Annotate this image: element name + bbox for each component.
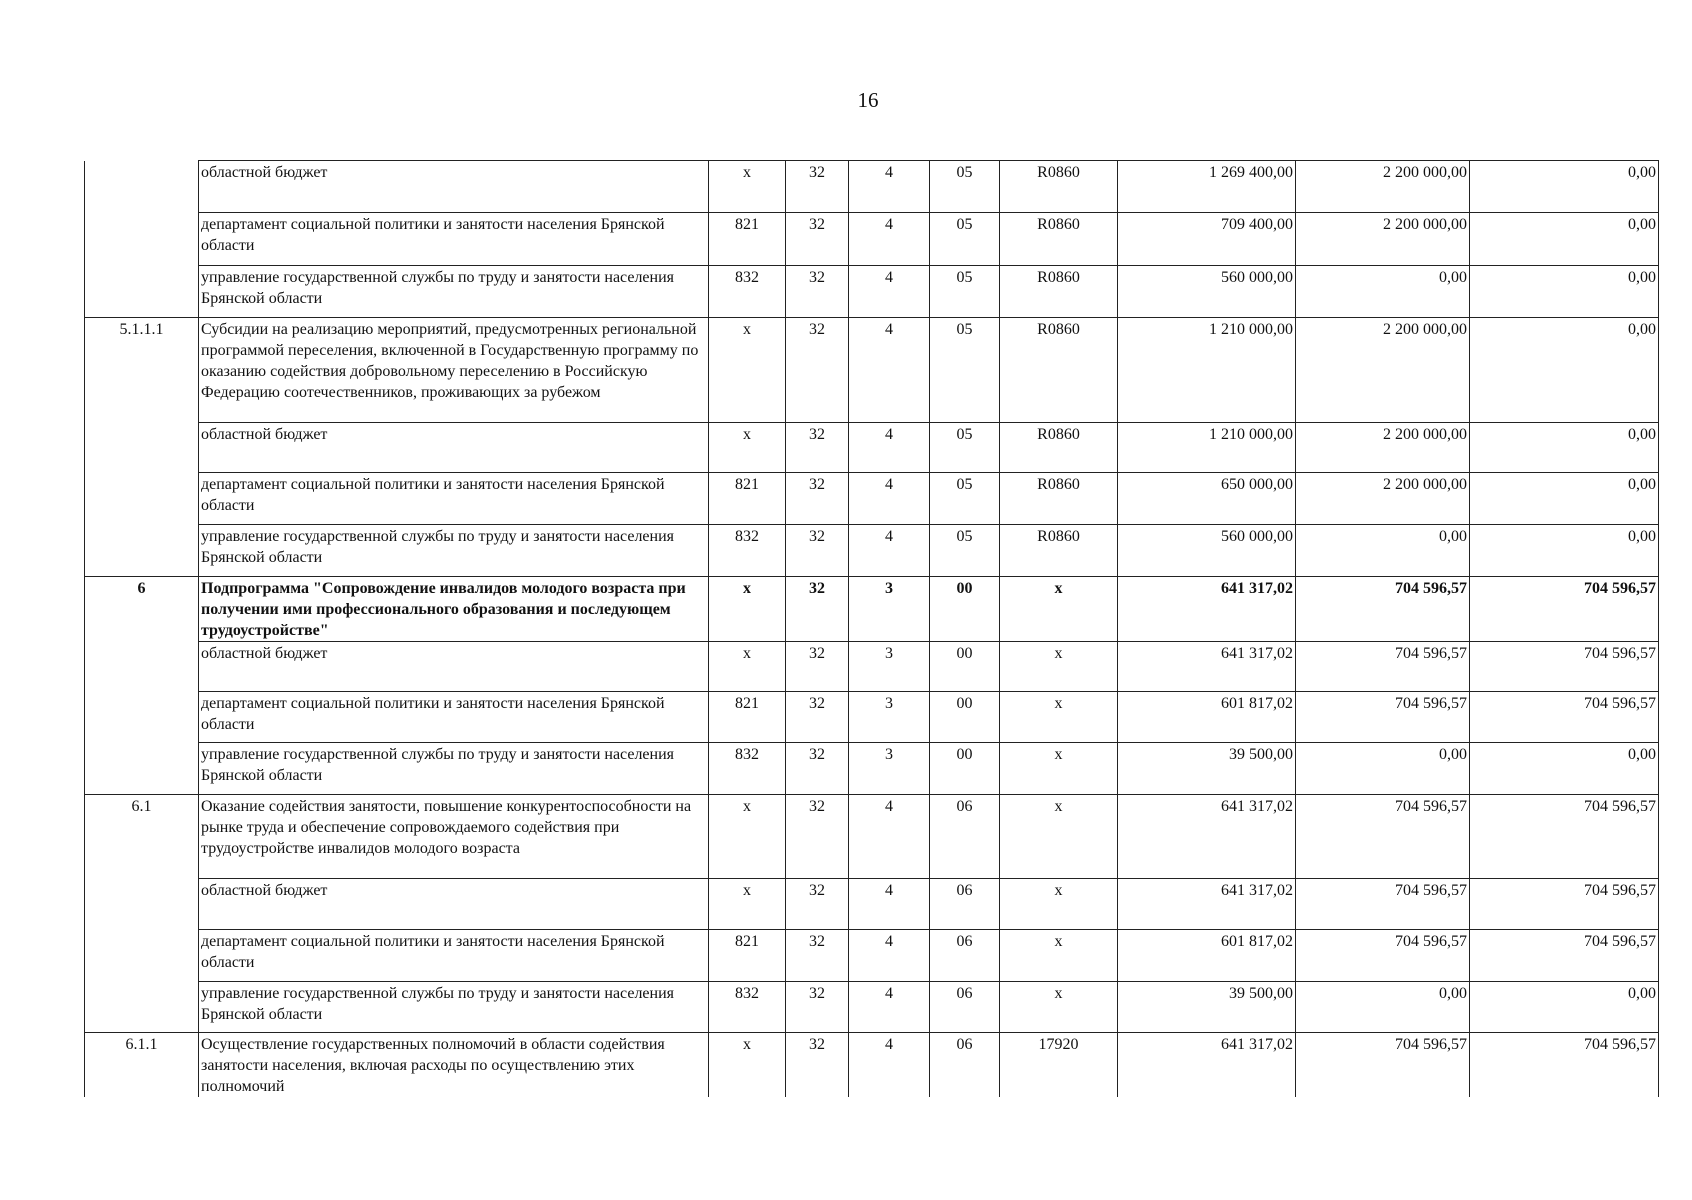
amount-year1-cell: 650 000,00 [1118, 473, 1296, 525]
amount-year3-cell: 0,00 [1470, 266, 1659, 318]
event-code-cell: 05 [930, 213, 1000, 266]
row-number-cell [85, 692, 199, 743]
section-code-cell: 32 [786, 318, 849, 423]
table-row [85, 692, 1659, 743]
amount-year1-cell: 641 317,02 [1118, 642, 1296, 692]
row-name-cell: Подпрограмма "Сопровождение инвалидов молодого возраста при получении ими профессионального образования и последующем трудоустройстве" [199, 577, 709, 642]
amount-year3-cell: 704 596,57 [1470, 1033, 1659, 1098]
table-row [85, 525, 1659, 577]
table-row [85, 473, 1659, 525]
subsection-code-cell: 4 [849, 213, 930, 266]
amount-year2-cell: 0,00 [1296, 743, 1470, 795]
amount-year1-cell: 1 210 000,00 [1118, 318, 1296, 423]
event-code-cell: 00 [930, 642, 1000, 692]
row-name-cell: управление государственной службы по труду и занятости населения Брянской области [199, 266, 709, 318]
amount-year1-cell: 1 269 400,00 [1118, 161, 1296, 213]
table-row [85, 161, 1659, 213]
row-name-cell: областной бюджет [199, 423, 709, 473]
amount-year2-cell: 704 596,57 [1296, 642, 1470, 692]
event-code-cell: 06 [930, 795, 1000, 879]
amount-year1-cell: 641 317,02 [1118, 795, 1296, 879]
amount-year1-cell: 560 000,00 [1118, 266, 1296, 318]
section-code-cell: 32 [786, 930, 849, 982]
event-code-cell: 05 [930, 473, 1000, 525]
expense-code-cell: х [1000, 743, 1118, 795]
row-number-cell [85, 525, 199, 577]
event-code-cell: 00 [930, 577, 1000, 642]
amount-year2-cell: 704 596,57 [1296, 930, 1470, 982]
table-row [85, 266, 1659, 318]
amount-year1-cell: 1 210 000,00 [1118, 423, 1296, 473]
section-code-cell: 32 [786, 743, 849, 795]
row-number-cell [85, 930, 199, 982]
expense-code-cell: х [1000, 930, 1118, 982]
event-code-cell: 05 [930, 266, 1000, 318]
amount-year1-cell: 641 317,02 [1118, 1033, 1296, 1098]
program-code-cell: 821 [709, 692, 786, 743]
expense-code-cell: х [1000, 982, 1118, 1033]
section-code-cell: 32 [786, 161, 849, 213]
row-name-cell: управление государственной службы по труду и занятости населения Брянской области [199, 743, 709, 795]
amount-year1-cell: 39 500,00 [1118, 743, 1296, 795]
budget-table-body [85, 161, 1659, 1098]
row-name-cell: департамент социальной политики и занятости населения Брянской области [199, 213, 709, 266]
program-code-cell: 821 [709, 930, 786, 982]
row-number-cell [85, 423, 199, 473]
table-row [85, 795, 1659, 879]
row-number-cell [85, 473, 199, 525]
amount-year3-cell: 0,00 [1470, 525, 1659, 577]
table-row [85, 930, 1659, 982]
amount-year2-cell: 2 200 000,00 [1296, 318, 1470, 423]
row-number-cell [85, 161, 199, 213]
amount-year3-cell: 0,00 [1470, 743, 1659, 795]
table-row [85, 318, 1659, 423]
subsection-code-cell: 3 [849, 577, 930, 642]
expense-code-cell: R0860 [1000, 473, 1118, 525]
subsection-code-cell: 4 [849, 423, 930, 473]
event-code-cell: 05 [930, 525, 1000, 577]
amount-year3-cell: 704 596,57 [1470, 577, 1659, 642]
table-row [85, 642, 1659, 692]
subsection-code-cell: 4 [849, 795, 930, 879]
row-number-cell [85, 743, 199, 795]
table-row [85, 423, 1659, 473]
row-name-cell: областной бюджет [199, 161, 709, 213]
row-name-cell: управление государственной службы по труду и занятости населения Брянской области [199, 525, 709, 577]
program-code-cell: 821 [709, 213, 786, 266]
expense-code-cell: х [1000, 879, 1118, 930]
event-code-cell: 06 [930, 982, 1000, 1033]
section-code-cell: 32 [786, 642, 849, 692]
expense-code-cell: R0860 [1000, 318, 1118, 423]
amount-year2-cell: 704 596,57 [1296, 1033, 1470, 1098]
subsection-code-cell: 4 [849, 318, 930, 423]
amount-year3-cell: 704 596,57 [1470, 879, 1659, 930]
row-number-cell [85, 642, 199, 692]
subsection-code-cell: 3 [849, 743, 930, 795]
row-number-cell [85, 982, 199, 1033]
table-row [85, 743, 1659, 795]
event-code-cell: 05 [930, 161, 1000, 213]
amount-year1-cell: 560 000,00 [1118, 525, 1296, 577]
row-name-cell: департамент социальной политики и занятости населения Брянской области [199, 473, 709, 525]
program-code-cell: х [709, 161, 786, 213]
subsection-code-cell: 4 [849, 930, 930, 982]
subsection-code-cell: 3 [849, 692, 930, 743]
row-name-cell: областной бюджет [199, 879, 709, 930]
amount-year2-cell: 2 200 000,00 [1296, 423, 1470, 473]
program-code-cell: х [709, 795, 786, 879]
amount-year3-cell: 704 596,57 [1470, 930, 1659, 982]
program-code-cell: х [709, 1033, 786, 1098]
row-name-cell: департамент социальной политики и занятости населения Брянской области [199, 692, 709, 743]
amount-year2-cell: 704 596,57 [1296, 795, 1470, 879]
table-row [85, 213, 1659, 266]
section-code-cell: 32 [786, 423, 849, 473]
expense-code-cell: х [1000, 795, 1118, 879]
row-number-cell: 5.1.1.1 [85, 318, 199, 423]
amount-year3-cell: 704 596,57 [1470, 692, 1659, 743]
event-code-cell: 00 [930, 743, 1000, 795]
program-code-cell: х [709, 642, 786, 692]
expense-code-cell: R0860 [1000, 266, 1118, 318]
amount-year3-cell: 704 596,57 [1470, 642, 1659, 692]
subsection-code-cell: 4 [849, 473, 930, 525]
row-name-cell: департамент социальной политики и занятости населения Брянской области [199, 930, 709, 982]
section-code-cell: 32 [786, 525, 849, 577]
row-name-cell: управление государственной службы по труду и занятости населения Брянской области [199, 982, 709, 1033]
table-row [85, 577, 1659, 642]
amount-year1-cell: 39 500,00 [1118, 982, 1296, 1033]
expense-code-cell: 17920 [1000, 1033, 1118, 1098]
expense-code-cell: х [1000, 642, 1118, 692]
event-code-cell: 06 [930, 930, 1000, 982]
program-code-cell: х [709, 577, 786, 642]
subsection-code-cell: 4 [849, 879, 930, 930]
expense-code-cell: R0860 [1000, 213, 1118, 266]
program-code-cell: 832 [709, 982, 786, 1033]
program-code-cell: 832 [709, 266, 786, 318]
amount-year1-cell: 601 817,02 [1118, 692, 1296, 743]
table-row [85, 982, 1659, 1033]
amount-year2-cell: 704 596,57 [1296, 577, 1470, 642]
program-code-cell: х [709, 423, 786, 473]
event-code-cell: 05 [930, 318, 1000, 423]
program-code-cell: 832 [709, 743, 786, 795]
amount-year2-cell: 2 200 000,00 [1296, 213, 1470, 266]
event-code-cell: 06 [930, 879, 1000, 930]
amount-year2-cell: 0,00 [1296, 266, 1470, 318]
table-row [85, 1033, 1659, 1098]
row-number-cell [85, 266, 199, 318]
subsection-code-cell: 4 [849, 525, 930, 577]
program-code-cell: х [709, 318, 786, 423]
row-name-cell: Осуществление государственных полномочий в области содействия занятости населения, включая расходы по осуществлению этих полномочий [199, 1033, 709, 1098]
amount-year3-cell: 0,00 [1470, 161, 1659, 213]
program-code-cell: х [709, 879, 786, 930]
row-number-cell [85, 213, 199, 266]
expense-code-cell: х [1000, 692, 1118, 743]
row-number-cell: 6.1 [85, 795, 199, 879]
row-name-cell: областной бюджет [199, 642, 709, 692]
section-code-cell: 32 [786, 795, 849, 879]
amount-year2-cell: 704 596,57 [1296, 692, 1470, 743]
expense-code-cell: R0860 [1000, 525, 1118, 577]
amount-year2-cell: 2 200 000,00 [1296, 473, 1470, 525]
amount-year1-cell: 641 317,02 [1118, 879, 1296, 930]
amount-year2-cell: 0,00 [1296, 525, 1470, 577]
amount-year1-cell: 709 400,00 [1118, 213, 1296, 266]
row-name-cell: Субсидии на реализацию мероприятий, предусмотренных региональной программой переселения, включенной в Государственную программу по оказанию содействия добровольному переселению в Российскую Федерацию соотечественников, проживающих за рубежом [199, 318, 709, 423]
program-code-cell: 832 [709, 525, 786, 577]
row-number-cell: 6 [85, 577, 199, 642]
event-code-cell: 05 [930, 423, 1000, 473]
section-code-cell: 32 [786, 266, 849, 318]
amount-year3-cell: 0,00 [1470, 318, 1659, 423]
section-code-cell: 32 [786, 213, 849, 266]
section-code-cell: 32 [786, 1033, 849, 1098]
event-code-cell: 00 [930, 692, 1000, 743]
subsection-code-cell: 4 [849, 161, 930, 213]
subsection-code-cell: 4 [849, 1033, 930, 1098]
section-code-cell: 32 [786, 473, 849, 525]
subsection-code-cell: 4 [849, 982, 930, 1033]
expense-code-cell: R0860 [1000, 161, 1118, 213]
amount-year1-cell: 641 317,02 [1118, 577, 1296, 642]
row-number-cell: 6.1.1 [85, 1033, 199, 1098]
expense-code-cell: х [1000, 577, 1118, 642]
amount-year3-cell: 0,00 [1470, 213, 1659, 266]
section-code-cell: 32 [786, 879, 849, 930]
subsection-code-cell: 3 [849, 642, 930, 692]
amount-year3-cell: 704 596,57 [1470, 795, 1659, 879]
budget-table [84, 160, 1659, 1097]
section-code-cell: 32 [786, 982, 849, 1033]
row-number-cell [85, 879, 199, 930]
amount-year3-cell: 0,00 [1470, 473, 1659, 525]
event-code-cell: 06 [930, 1033, 1000, 1098]
amount-year2-cell: 2 200 000,00 [1296, 161, 1470, 213]
amount-year2-cell: 704 596,57 [1296, 879, 1470, 930]
subsection-code-cell: 4 [849, 266, 930, 318]
program-code-cell: 821 [709, 473, 786, 525]
section-code-cell: 32 [786, 692, 849, 743]
expense-code-cell: R0860 [1000, 423, 1118, 473]
section-code-cell: 32 [786, 577, 849, 642]
amount-year3-cell: 0,00 [1470, 982, 1659, 1033]
amount-year2-cell: 0,00 [1296, 982, 1470, 1033]
amount-year1-cell: 601 817,02 [1118, 930, 1296, 982]
table-row [85, 879, 1659, 930]
row-name-cell: Оказание содействия занятости, повышение конкурентоспособности на рынке труда и обеспечение сопровождаемого содействия при трудоустройстве инвалидов молодого возраста [199, 795, 709, 879]
amount-year3-cell: 0,00 [1470, 423, 1659, 473]
page-number: 16 [857, 88, 879, 112]
